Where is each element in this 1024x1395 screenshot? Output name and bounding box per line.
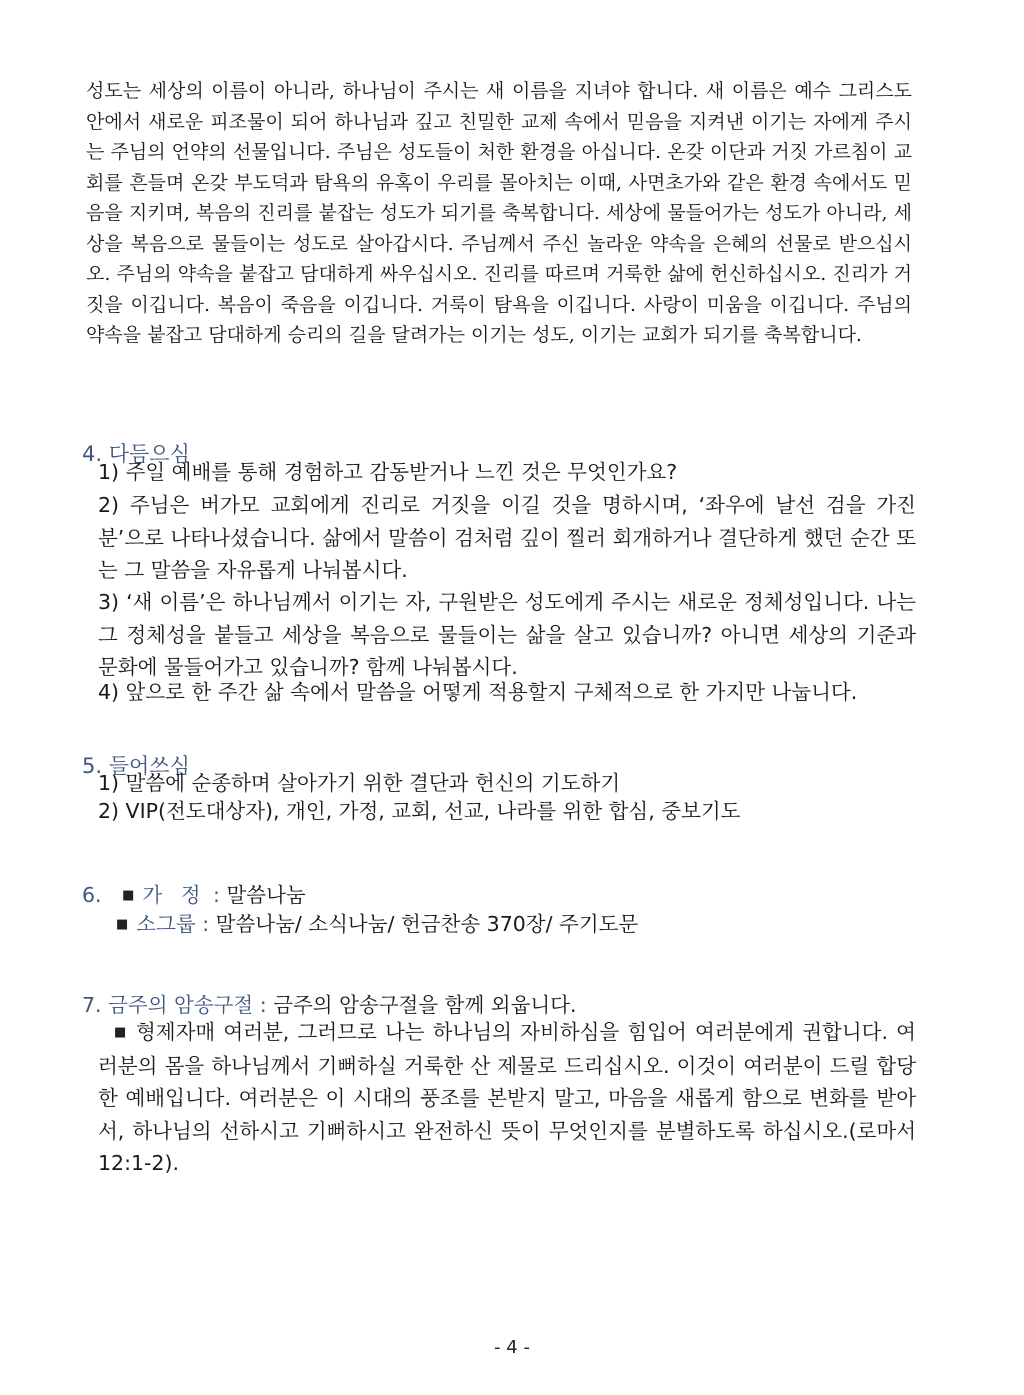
section-6-sep-family: : [206,883,227,907]
section-4-item-1: 1) 주일 예배를 통해 경험하고 감동받거나 느낀 것은 무엇인가요? [98,460,678,484]
section-6-value-smallgroup: 말씀나눔/ 소식나눔/ 헌금찬송 370장/ 주기도문 [215,912,639,936]
section-7-label: 금주의 암송구절 [108,993,254,1017]
section-5-heading: 5. 들어쓰심 [82,754,190,778]
section-6-number: 6. [82,883,102,907]
section-7-value: 금주의 암송구절을 함께 외웁니다. [273,993,577,1017]
section-6-value-family: 말씀나눔 [226,883,306,907]
bullet-icon: ■ [122,888,135,903]
section-7-verse: 형제자매 여러분, 그러므로 나는 하나님의 자비하심을 힘입어 여러분에게 권합니다. 여러분의 몸을 하나님께서 기뻐하실 거룩한 산 제물로 드리십시오. 이것이 여러분이 드릴 합당한 예배입니다. 여러분은 이 시대의 풍조를 본받지 말고, 마음을 새롭게 함으로 변화를 받아서, 하나님의 선하시고 기뻐하시고 완전하신 뜻이 무엇인지를 분별하도록 하십시오.(로마서 12:1-2). [98,1020,916,1175]
section-4-item-3: 3) ‘새 이름’은 하나님께서 이기는 자, 구원받은 성도에게 주시는 새로운 정체성입니다. 나는 그 정체성을 붙들고 세상을 복음으로 물들이는 삶을 살고 있습니까? 아니면 세상의 기준과 문화에 물들어가고 있습니까? 함께 나눠봅시다. [98,590,916,679]
section-4-heading: 4. 다듬으심 [82,442,190,466]
section-6-sep-smallgroup: : [195,912,216,936]
section-7-number: 7. [82,993,102,1017]
section-7-sep: : [253,993,274,1017]
bullet-icon: ■ [116,917,129,932]
section-4-item-4: 4) 앞으로 한 주간 삶 속에서 말씀을 어떻게 적용할지 구체적으로 한 가지만 나눕니다. [98,680,858,704]
bullet-icon: ■ [114,1025,128,1040]
section-4-item-2: 2) 주님은 버가모 교회에게 진리로 거짓을 이길 것을 명하시며, ‘좌우에 날선 검을 가진 분’으로 나타나셨습니다. 삶에서 말씀이 검처럼 깊이 찔러 회개하거나 결단하게 했던 순간 또는 그 말씀을 자유롭게 나눠봅시다. [98,493,916,582]
section-7-verse-block [98,1016,916,1180]
intro-paragraph: 성도는 세상의 이름이 아니라, 하나님이 주시는 새 이름을 지녀야 합니다. 새 이름은 예수 그리스도 안에서 새로운 피조물이 되어 하나님과 깊고 친밀한 교제 속에서 믿음을 지켜낸 이기는 자에게 주시는 주님의 언약의 선물입니다. 주님은 성도들이 처한 환경을 아십니다. 온갖 이단과 거짓 가르침이 교회를 흔들며 온갖 부도덕과 탐욕의 유혹이 우리를 몰아치는 이때, 사면초가와 같은 환경 속에서도 믿음을 지키며, 복음의 진리를 붙잡는 성도가 되기를 축복합니다. 세상에 물들어가는 성도가 아니라, 세상을 복음으로 물들이는 성도로 살아갑시다. 주님께서 주신 놀라운 약속을 은혜의 선물로 받으십시오. 주님의 약속을 붙잡고 담대하게 싸우십시오. 진리를 따르며 거룩한 삶에 헌신하십시오. 진리가 거짓을 이깁니다. 복음이 죽음을 이깁니다. 거룩이 탐욕을 이깁니다. 사랑이 미움을 이깁니다. 주님의 약속을 붙잡고 담대하게 승리의 길을 달려가는 이기는 성도, 이기는 교회가 되기를 축복합니다. [86,80,912,346]
section-5-item-1: 1) 말씀에 순종하며 살아가기 위한 결단과 헌신의 기도하기 [98,771,621,795]
section-6-label-family: 가 정 [142,883,207,907]
page-number: - 4 - [494,1337,530,1358]
section-6-label-smallgroup: 소그룹 [136,912,196,936]
section-5-item-2: 2) VIP(전도대상자), 개인, 가정, 교회, 선교, 나라를 위한 합심, 중보기도 [98,799,741,823]
